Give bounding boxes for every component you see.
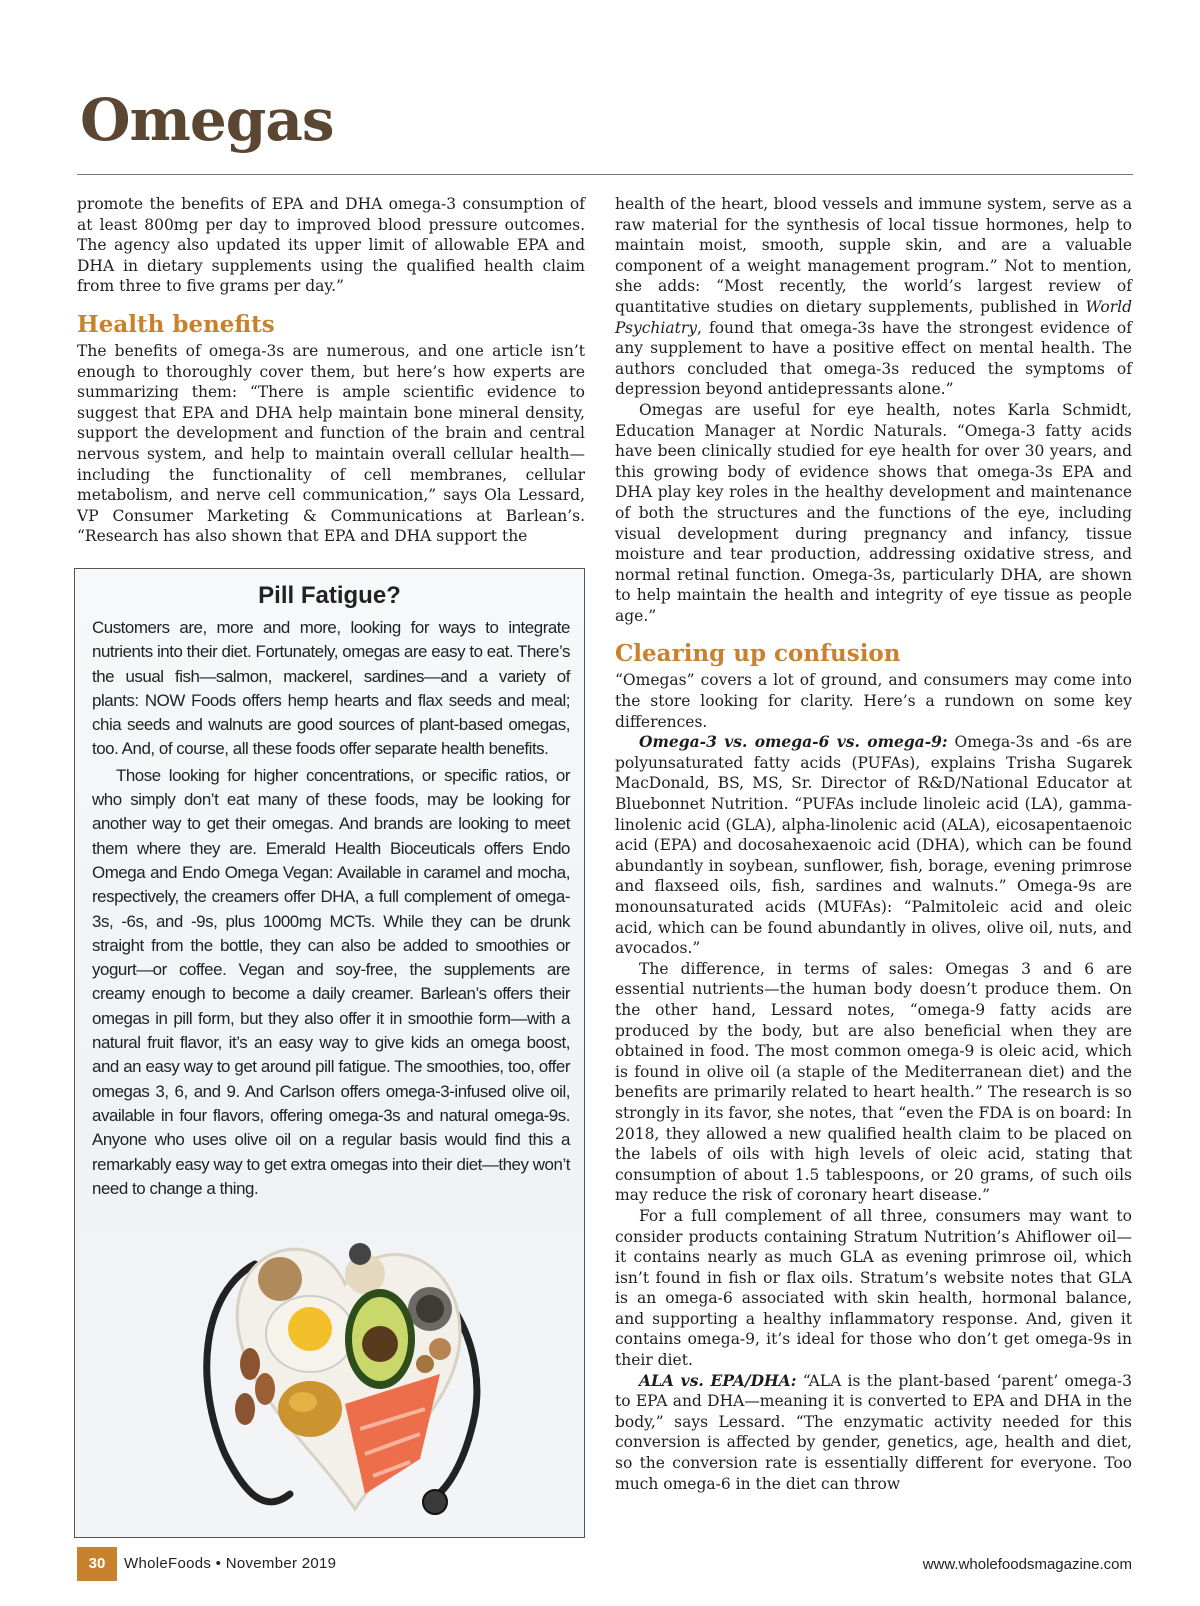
sidebar-title: Pill Fatigue?	[258, 582, 401, 609]
header-divider	[77, 174, 1133, 175]
sidebar-paragraph: Customers are, more and more, looking for ways to integrate nutrients into their diet. Fortunately, omegas are easy to eat. There’s the usual fish—salmon, mackerel, sardines—and a variety of plants: NOW Foods offers hemp hearts and flax seeds and meal; chia seeds and walnuts are good sources of plant-based omegas, too. And, of course, all these foods offer separate health benefits.	[92, 618, 570, 759]
omega-foods-illustration	[195, 1224, 495, 1524]
magazine-issue: WholeFoods • November 2019	[124, 1555, 337, 1572]
body-text: “ALA is the plant-based ‘parent’ omega-3 to EPA and DHA—meaning it is converted to EPA and DHA in the body,” says Lessard. “The enzymatic activity needed for this conversion is affected by gender, genetics, age, health and diet, so the conversion rate is essentially different for everyone. Too much omega-6 in the diet can throw	[615, 1371, 1132, 1493]
body-paragraph: Omegas are useful for eye health, notes Karla Schmidt, Education Manager at Nordic Naturals. “Omega-3 fatty acids have been clinically studied for eye health for over 30 years, and this growing body of evidence shows that omega-3s EPA and DHA play key roles in the healthy development and maintenance of both the structures and the functions of the eye, including visual development during pregnancy and infancy, tissue moisture and tear production, addressing oxidative stress, and normal retinal function. Omega-3s, particularly DHA, are shown to help maintain the health and integrity of eye tissue as people age.”	[615, 400, 1132, 625]
body-paragraph	[615, 1371, 1132, 1495]
magazine-url[interactable]: www.wholefoodsmagazine.com	[922, 1556, 1132, 1573]
page-title: Omegas	[80, 86, 334, 154]
health-benefits-paragraph: The benefits of omega-3s are numerous, and one article isn’t enough to thoroughly cover them, but here’s how experts are summarizing them: “There is ample scientific evidence to suggest that EPA and DHA help maintain bone mineral density, support the development and function of the brain and central nervous system, and help to maintain overall cellular health—including the functionality of cell membranes, cellular metabolism, and nerve cell communication,” says Ola Lessard, VP Consumer Marketing & Communications at Barlean’s. “Research has also shown that EPA and DHA support the	[77, 341, 585, 546]
body-text: , found that omega-3s have the strongest evidence of any supplement to have a positive effect on mental health. The authors concluded that omega-3s reduced the symptoms of depression beyond antidepressants alone.”	[615, 318, 1132, 399]
body-paragraph	[615, 194, 1132, 400]
clearing-confusion-heading: Clearing up confusion	[615, 640, 901, 668]
body-paragraph: For a full complement of all three, consumers may want to consider products containing Stratum Nutrition’s Ahiflower oil—it contains nearly as much GLA as evening primrose oil, which isn’t found in fish or flax oils. Stratum’s website notes that GLA is an omega-6 associated with skin health, hormonal balance, and supporting a healthy inflammatory response. And, given it contains omega-9, it’s ideal for those who don’t get omega-9s in their diet.	[615, 1206, 1132, 1370]
body-paragraph	[615, 732, 1132, 959]
pill-fatigue-sidebar	[74, 568, 585, 1538]
sidebar-paragraph: Those looking for higher concentrations, or specific ratios, or who simply don’t eat many of these foods, may be looking for another way to get their omegas. And brands are looking to meet them where they are. Emerald Health Bioceuticals offers Endo Omega and Endo Omega Vegan: Available in caramel and mocha, respectively, the creamers offer DHA, a full complement of omega-3s, -6s, and -9s, plus 1000mg MCTs. While they can be drunk straight from the bottle, they can also be added to smoothies or yogurt—or coffee. Vegan and soy-free, the supplements are creamy enough to become a daily creamer. Barlean’s offers their omegas in pill form, but they also offer it in smoothie form—with a natural fruit flavor, it’s an easy way to give kids an omega boost, and an easy way to get around pill fatigue. The smoothies, too, offer omegas 3, 6, and 9. And Carlson offers omega-3-infused olive oil, available in four flavors, offering omega-3s and natural omega-9s. Anyone who uses olive oil on a regular basis would find this a remarkably easy way to get extra omegas into their diet—they won’t need to change a thing.	[92, 765, 570, 1198]
left-column	[77, 194, 585, 547]
page-number: 30	[77, 1547, 117, 1581]
term-label: Omega-3 vs. omega-6 vs. omega-9:	[639, 732, 948, 752]
body-paragraph: The difference, in terms of sales: Omegas 3 and 6 are essential nutrients—the human body doesn’t produce them. On the other hand, Lessard notes, “omega-9 fatty acids are produced by the body, but are also beneficial when they are obtained in food. The most common omega-9 is oleic acid, which is found in olive oil (a staple of the Mediterranean diet) and the benefits are primarily related to heart health.” The research is so strongly in its favor, she notes, that “even the FDA is on board: In 2018, they allowed a new qualified health claim to be placed on the labels of oils with high levels of oleic acid, stating that consumption of about 1.5 tablespoons, or 20 grams, of such oils may reduce the risk of coronary heart disease.”	[615, 959, 1132, 1205]
body-paragraph: “Omegas” covers a lot of ground, and consumers may come into the store looking for clarity. Here’s a rundown on some key differences.	[615, 671, 1132, 731]
body-text: health of the heart, blood vessels and immune system, serve as a raw material for the synthesis of local tissue hormones, help to maintain moist, smooth, supple skin, and are a valuable component of a weight management program.” Not to mention, she adds: “Most recently, the world’s largest review of quantitative studies on dietary supplements, published in	[615, 195, 1132, 316]
term-label: ALA vs. EPA/DHA:	[639, 1370, 797, 1390]
health-benefits-heading: Health benefits	[77, 310, 275, 338]
right-column	[615, 194, 1132, 1494]
intro-paragraph: promote the benefits of EPA and DHA omega-3 consumption of at least 800mg per day to improved blood pressure outcomes. The agency also updated its upper limit of allowable EPA and DHA in dietary supplements using the qualified health claim from three to five grams per day.”	[77, 195, 585, 296]
journal-name: World Psychiatry	[615, 297, 1132, 337]
sidebar-body	[92, 616, 570, 1201]
body-text: Omega-3s and -6s are polyunsaturated fatty acids (PUFAs), explains Trisha Sugarek MacDonald, BS, MS, Sr. Director of R&D/National Educator at Bluebonnet Nutrition. “PUFAs include linoleic acid (LA), gamma-linolenic acid (GLA), alpha-linolenic acid (ALA), eicosapentaenoic acid (EPA) and docosahexaenoic acid (DHA), which can be found abundantly in soybean, sunflower, fish, borage, evening primrose and flaxseed oils, fish, sardines and walnuts.” Omega-9s are monounsaturated acids (MUFAs): “Palmitoleic acid and oleic acid, which can be found abundantly in olives, olive oil, nuts, and avocados.”	[615, 733, 1133, 958]
